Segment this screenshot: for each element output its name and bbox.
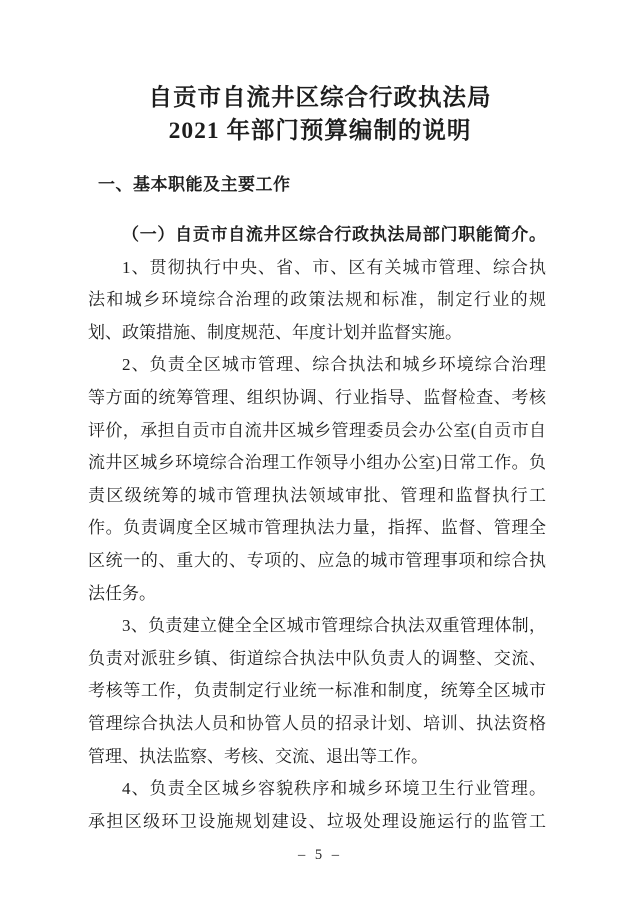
body-line: 责区级统筹的城市管理执法领域审批、管理和监督执行工 xyxy=(88,485,546,505)
document-title-line-2: 2021 年部门预算编制的说明 xyxy=(168,118,472,144)
body-line: 作。负责调度全区城市管理执法力量，指挥、监督、管理全 xyxy=(88,518,546,538)
body-line: 3、负责建立健全全区城市管理综合执法双重管理体制， xyxy=(122,616,546,636)
document-title-line-1: 自贡市自流井区综合行政执法局 xyxy=(148,85,492,111)
body-line: 法任务。 xyxy=(88,583,156,603)
body-line: 管理综合执法人员和协管人员的招录计划、培训、执法资格 xyxy=(88,713,546,733)
body-line: （一）自贡市自流井区综合行政执法局部门职能简介。 xyxy=(122,225,546,244)
section-heading: 一、基本职能及主要工作 xyxy=(98,175,291,194)
body-line: 4、负责全区城乡容貌秩序和城乡环境卫生行业管理。 xyxy=(122,779,546,799)
page-number: – 5 – xyxy=(298,847,342,863)
body-line: 负责对派驻乡镇、街道综合执法中队负责人的调整、交流、 xyxy=(88,648,546,668)
body-line: 评价，承担自贡市自流井区城乡管理委员会办公室(自贡市自 xyxy=(88,420,546,440)
body-line: 2、负责全区城市管理、综合执法和城乡环境综合治理 xyxy=(122,355,546,375)
body-content xyxy=(88,219,546,838)
body-line: 流井区城乡环境综合治理工作领导小组办公室)日常工作。负 xyxy=(88,453,546,473)
body-line: 1、贯彻执行中央、省、市、区有关城市管理、综合执 xyxy=(122,257,546,277)
body-line: 划、政策措施、制度规范、年度计划并监督实施。 xyxy=(88,322,462,342)
body-line: 承担区级环卫设施规划建设、垃圾处理设施运行的监管工 xyxy=(88,811,546,831)
body-line: 考核等工作，负责制定行业统一标准和制度，统筹全区城市 xyxy=(88,681,546,701)
body-line: 区统一的、重大的、专项的、应急的城市管理事项和综合执 xyxy=(88,550,546,570)
body-line: 等方面的统筹管理、组织协调、行业指导、监督检查、考核 xyxy=(88,387,546,407)
body-line: 法和城乡环境综合治理的政策法规和标准，制定行业的规 xyxy=(88,290,546,310)
document-title xyxy=(0,0,640,148)
body-line: 管理、执法监察、考核、交流、退出等工作。 xyxy=(88,746,428,766)
